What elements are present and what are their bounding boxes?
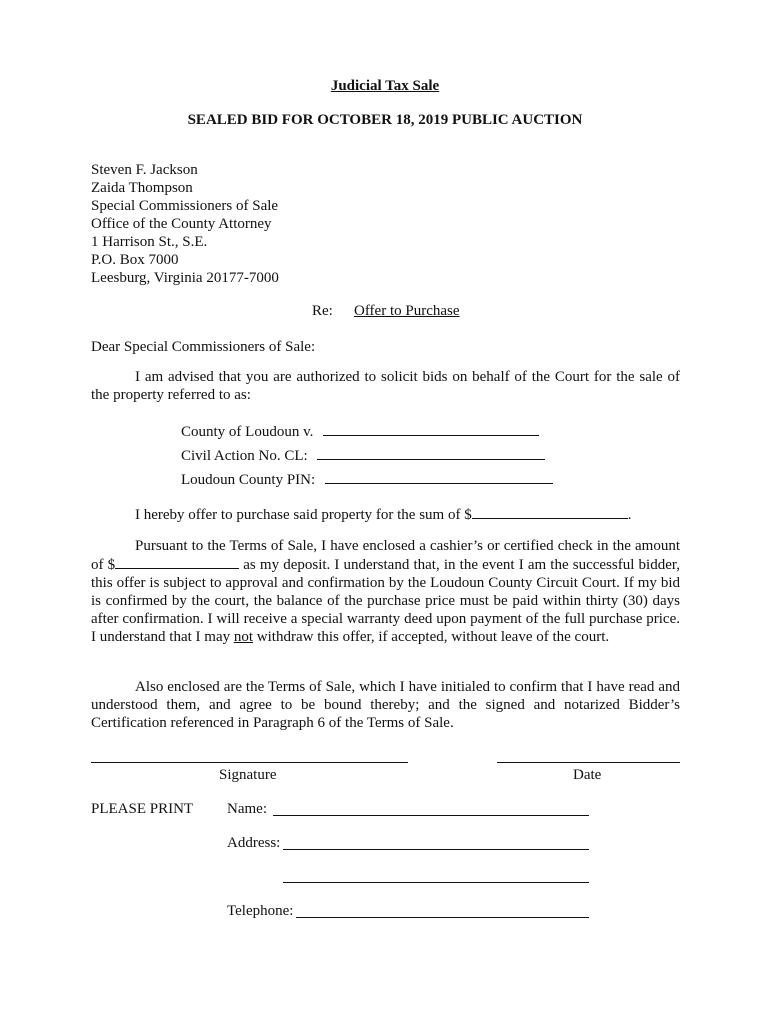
offer-amount-blank-line[interactable] [472, 505, 628, 519]
salutation: Dear Special Commissioners of Sale: [91, 339, 316, 355]
paragraph-terms-part1: Pursuant to the Terms of Sale, I have enclosed a cashier’s or certified check in the amount of $ [91, 538, 680, 573]
document-subtitle: SEALED BID FOR OCTOBER 18, 2019 PUBLIC AUCTION [187, 112, 583, 128]
address-line: Leesburg, Virginia 20177-7000 [91, 270, 279, 286]
pin-blank-line[interactable] [325, 470, 553, 484]
address-line-2[interactable] [283, 882, 589, 883]
re-line [312, 302, 460, 320]
offer-text: I hereby offer to purchase said property for the sum of $ [135, 507, 472, 523]
name-line[interactable] [273, 815, 589, 816]
document-title: Judicial Tax Sale [330, 78, 440, 94]
pin-label: Loudoun County PIN: [181, 472, 316, 488]
re-subject: Offer to Purchase [354, 303, 460, 319]
county-field [181, 422, 539, 441]
recipient-address-block [91, 161, 279, 287]
civil-action-blank-line[interactable] [317, 446, 545, 460]
paragraph-enclosures [91, 678, 680, 732]
offer-period: . [627, 507, 632, 523]
address-line: Steven F. Jackson [91, 162, 198, 178]
paragraph-authorization-text: I am advised that you are authorized to solicit bids on behalf of the Court for the sale of the property referred to as: [91, 369, 680, 403]
paragraph-terms-of-sale [91, 537, 680, 646]
address-line: Zaida Thompson [91, 180, 193, 196]
re-label: Re: [312, 303, 333, 319]
deposit-amount-blank-line[interactable] [115, 555, 239, 569]
name-label: Name: [227, 801, 267, 817]
telephone-line[interactable] [296, 917, 589, 918]
address-line-1[interactable] [283, 849, 589, 850]
offer-line [135, 505, 631, 524]
paragraph-terms-part2: as my deposit. I understand that, in the event I am the successful bidder, this offer is subject to approval and confirmation by the Loudoun County Circuit Court. If my bid is confirmed by the court, the balance of the purchase price must be paid within thirty (30) days after confirmation. I will receive a special warranty deed upon payment of the full purchase price. I understand that I may [91, 557, 680, 645]
please-print-label: PLEASE PRINT [91, 801, 194, 817]
date-label: Date [573, 767, 602, 783]
paragraph-authorization [91, 368, 680, 404]
address-line: Special Commissioners of Sale [91, 198, 279, 214]
civil-action-field [181, 446, 545, 465]
civil-action-label: Civil Action No. CL: [181, 448, 308, 464]
county-label: County of Loudoun v. [181, 424, 314, 440]
address-line: 1 Harrison St., S.E. [91, 234, 208, 250]
not-emphasis: not [233, 629, 254, 645]
paragraph-terms-part3: withdraw this offer, if accepted, without leave of the court. [253, 629, 610, 645]
signature-line[interactable] [91, 762, 408, 763]
signature-label: Signature [219, 767, 277, 783]
telephone-label: Telephone: [227, 903, 294, 919]
address-line: P.O. Box 7000 [91, 252, 179, 268]
pin-field [181, 470, 553, 489]
paragraph-enclosures-text: Also enclosed are the Terms of Sale, which I have initialed to confirm that I have read and understood them, and agree to be bound thereby; and the signed and notarized Bidder’s Certification referenced in Paragraph 6 of the Terms of Sale. [91, 679, 680, 731]
county-blank-line[interactable] [323, 422, 539, 436]
address-label: Address: [227, 835, 281, 851]
address-line: Office of the County Attorney [91, 216, 272, 232]
date-line[interactable] [497, 762, 680, 763]
